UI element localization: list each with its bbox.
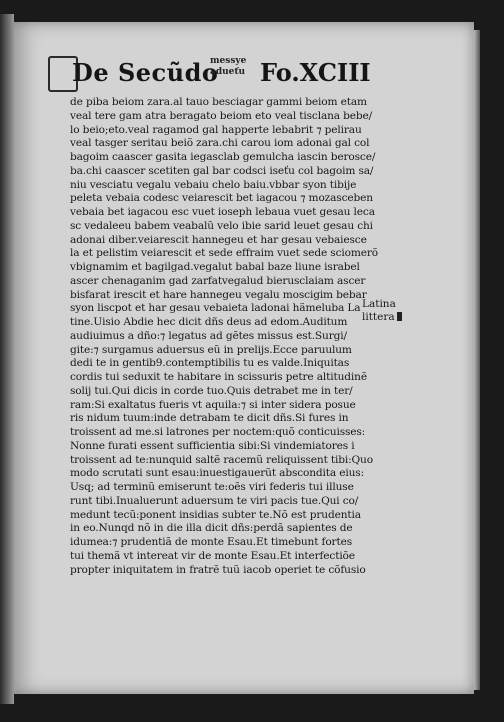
- text-line: medunt tecũ:ponent insidias subter te.Nõ est prudentia: [70, 508, 361, 521]
- marginal-note: [362, 298, 402, 324]
- text-line: troissent ad me.si latrones per noctem:quõ conticuisses:: [70, 426, 366, 438]
- text-line: ba.chi caascer scetiten gal bar codsci iseťu col bagoim sa/: [70, 164, 374, 177]
- text-line: propter iniquitatem in fratrẽ tuũ iacob operiet te cõfusio: [70, 563, 366, 576]
- text-line: vbignamim et bagilgad.vegalut babal baze liune israbel: [70, 261, 360, 273]
- text-line: runt tibi.Inualuerunt aduersum te viri pacis tue.Qui co/: [70, 494, 359, 507]
- text-line: bisfarat irescit et hare hannegeu vegalu moscigim bebar: [70, 288, 367, 301]
- marginal-note-text: littera: [362, 311, 395, 323]
- text-line: gite:⁊ surgamus aduersus eũ in prelijs.Ecce paruulum: [70, 343, 352, 356]
- text-line: adonai diber.veiarescit hannegeu et har gesau vebaiesce: [70, 233, 367, 246]
- text-line: cordis tui seduxit te habitare in scissuris petre altitudinẽ: [70, 371, 367, 383]
- text-line: veal tere gam atra beragato beiom eto veal tisclana bebe/: [70, 109, 373, 122]
- text-line: peleta vebaia codesc veiarescit bet iagacou ⁊ mozasceben: [70, 192, 373, 205]
- text-line: syon liscpot et har gesau vebaieta ladonai hãmeluba La: [70, 302, 361, 315]
- running-header: [48, 54, 428, 94]
- text-line: ascer chenaganim gad zarfatvegalud bierusclaiam ascer: [70, 274, 366, 287]
- text-line: la et pelistim veiarescit et sede effraim vuet sede sciomerõ: [70, 247, 378, 260]
- header-subtitle-line: adueťu: [210, 67, 246, 77]
- marginal-note-line: Latina: [362, 298, 396, 310]
- text-line: bagoim caascer gasita iegasclab gemulcha iascin berosce/: [70, 151, 376, 163]
- text-line: vebaia bet iagacou esc vuet ioseph lebaua vuet gesau leca: [70, 206, 375, 218]
- text-line: Usq; ad terminũ emiserunt te:oẽs viri federis tui illuse: [70, 481, 354, 493]
- text-line: niu vesciatu vegalu vebaiu chelo baiu.vbbar syon tibije: [70, 178, 357, 191]
- text-line: lo beio;eto.veal ragamod gal happerte lebabrit ⁊ pelirau: [70, 123, 362, 136]
- page-edge: [474, 30, 480, 690]
- text-line: dedi te in gentib9.contemptibilis tu es valde.Iniquitas: [70, 357, 350, 370]
- text-line: ris nidum tuum:inde detrabam te dicit dñs.Si fures in: [70, 412, 349, 425]
- text-line: sc vedaleeu babem veabalũ velo ibie sarid leuet gesau chi: [70, 219, 373, 232]
- marginal-note-line: [362, 311, 402, 324]
- header-title: De Secũdo: [72, 58, 219, 87]
- folio-number: Fo.XCIII: [260, 58, 371, 87]
- text-line: solij tui.Qui dicis in corde tuo.Quis detrabet me in ter/: [70, 384, 353, 397]
- header-subtitle: [210, 56, 258, 78]
- text-line: troissent ad te:nunquid saltẽ racemũ reliquissent tibi:Quo: [70, 453, 373, 466]
- text-line: tui themã vt intereat vir de monte Esau.Et interfectiõe: [70, 549, 355, 562]
- text-line: de piba beiom zara.al tauo besciagar gammi beiom etam: [70, 96, 367, 108]
- text-line: idumea:⁊ prudentiã de monte Esau.Et timebunt fortes: [70, 536, 352, 548]
- text-line: veal tasger seritau beiõ zara.chi carou iom adonai gal col: [70, 137, 370, 150]
- text-line: audiuimus a dño:⁊ legatus ad gẽtes missus est.Surgi/: [70, 329, 347, 342]
- text-block: [70, 96, 378, 577]
- text-line: tine.Uisio Abdie hec dicit dñs deus ad edom.Auditum: [70, 316, 348, 328]
- text-line: in eo.Nunqd nõ in die illa dicit dñs:perdã sapientes de: [70, 522, 353, 535]
- header-subtitle-line: messye: [210, 56, 247, 66]
- text-line: ram:Si exaltatus fueris vt aquila:⁊ si inter sidera posue: [70, 398, 356, 411]
- text-line: modo scrutati sunt esau:inuestigauerũt abscondita eius:: [70, 467, 365, 480]
- pointer-mark-icon: [397, 312, 402, 321]
- text-line: Nonne furati essent sufficientia sibi:Si vindemiatores i: [70, 439, 355, 452]
- book-spine-shadow: [0, 14, 14, 704]
